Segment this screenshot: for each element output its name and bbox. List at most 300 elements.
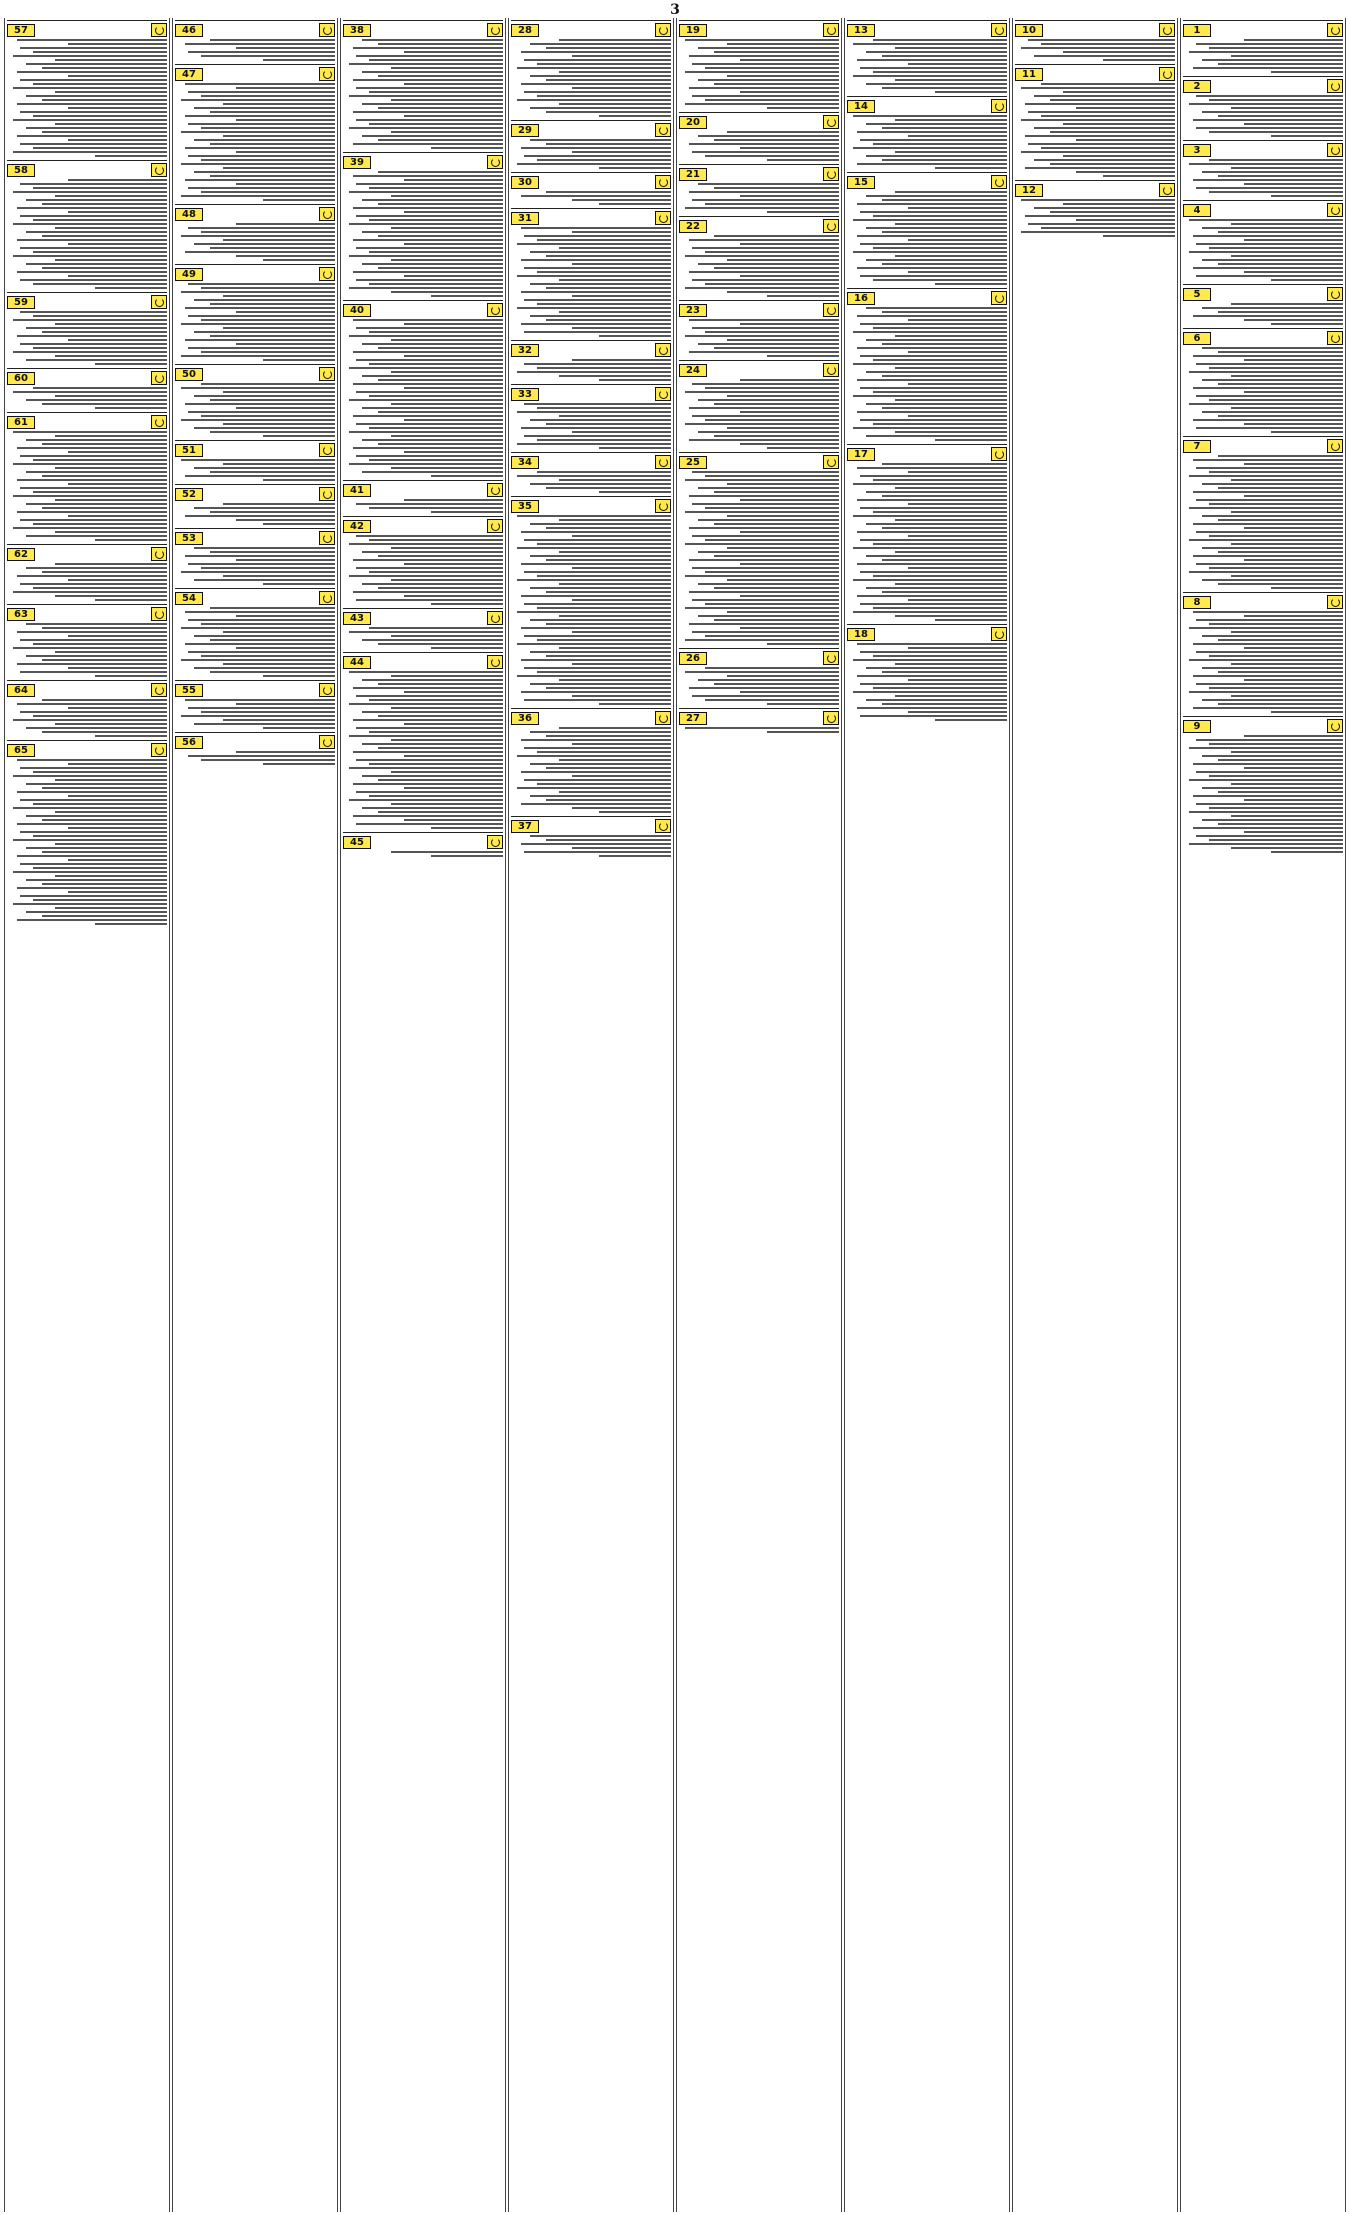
text-line [1050,163,1175,165]
text-line [1189,571,1343,573]
news-item-text [175,223,335,261]
item-number-badge: 40 [343,304,371,317]
text-line [194,507,335,509]
news-item-text [511,403,671,449]
text-line [572,327,671,329]
news-mark-icon [991,99,1007,113]
text-line [356,183,503,185]
text-line [895,119,1007,121]
news-item-text [847,39,1007,93]
text-line [185,115,335,117]
text-line [20,343,167,345]
news-item-text [511,139,671,169]
news-mark-icon [991,627,1007,641]
text-line [356,119,503,121]
text-line [1209,159,1343,161]
text-line [13,495,167,497]
news-item-header [1183,23,1343,37]
text-line [873,327,1007,329]
text-line [853,611,1007,613]
text-line [537,439,671,441]
text-line [20,247,167,249]
text-line [692,535,839,537]
text-line [356,359,503,361]
news-item-text [511,191,671,205]
text-line [530,683,671,685]
text-line [1202,227,1343,229]
text-line [546,655,671,657]
text-line [559,551,671,553]
text-line [1244,735,1343,737]
news-item-text [679,131,839,161]
text-line [20,279,167,281]
text-line [866,83,1007,85]
news-mark-icon [487,519,503,533]
text-line [698,135,839,137]
news-item-header [7,371,167,385]
text-line [223,391,335,393]
news-item-text [7,699,167,737]
text-line [1034,127,1175,129]
text-line [13,591,167,593]
text-line [1193,179,1343,181]
text-line [55,843,167,845]
text-line [1193,119,1343,121]
news-mark-icon [319,267,335,281]
text-line [853,659,1007,661]
news-mark-icon [1159,23,1175,37]
text-line [42,571,167,573]
text-line [185,339,335,341]
text-line [210,335,335,337]
text-line [524,331,671,333]
text-line [692,415,839,417]
text-line [882,311,1007,313]
text-line [378,683,503,685]
news-item-text [175,459,335,481]
item-number-badge: 29 [511,124,539,137]
text-line [68,635,167,637]
text-line [1271,135,1343,137]
news-item [511,20,671,117]
text-line [767,159,839,161]
text-line [404,355,503,357]
text-line [42,235,167,237]
news-item [511,384,671,449]
text-line [236,183,335,185]
text-line [857,531,1007,533]
text-line [689,687,839,689]
text-line [685,639,839,641]
text-line [698,399,839,401]
news-column [676,18,842,2212]
text-line [42,851,167,853]
text-line [882,263,1007,265]
news-item [1183,284,1343,325]
text-line [431,827,503,829]
text-line [55,395,167,397]
text-line [1231,783,1343,785]
text-line [705,475,839,477]
text-line [1025,167,1175,169]
text-line [599,167,671,169]
text-line [559,679,671,681]
text-line [378,715,503,717]
news-item-text [7,179,167,289]
text-line [210,247,335,249]
text-line [1218,311,1343,313]
item-number-badge: 8 [1183,596,1211,609]
text-line [1244,271,1343,273]
news-mark-icon [487,483,503,497]
text-line [42,67,167,69]
news-item [7,160,167,289]
news-item-text [679,183,839,213]
text-line [33,147,167,149]
text-line [263,727,335,729]
text-line [1218,383,1343,385]
text-line [391,195,503,197]
news-mark-icon [823,711,839,725]
news-mark-icon [1159,67,1175,81]
text-line [42,915,167,917]
text-line [689,271,839,273]
item-number-badge: 58 [7,164,35,177]
text-line [714,187,839,189]
text-line [521,323,671,325]
text-line [873,655,1007,657]
text-line [908,711,1007,713]
news-mark-icon [1159,183,1175,197]
text-line [194,395,335,397]
news-item [175,484,335,525]
text-line [181,131,335,133]
text-line [1196,651,1343,653]
text-line [236,87,335,89]
text-line [1202,483,1343,485]
text-line [369,219,503,221]
text-line [55,811,167,813]
text-line [860,419,1007,421]
text-line [521,691,671,693]
text-line [857,411,1007,413]
text-line [521,563,671,565]
text-line [1218,671,1343,673]
text-line [236,311,335,313]
news-item-text [511,359,671,381]
text-line [404,787,503,789]
text-line [1189,403,1343,405]
text-line [26,359,167,361]
news-mark-icon [655,711,671,725]
text-line [895,335,1007,337]
text-line [1103,235,1175,237]
text-line [559,519,671,521]
text-line [727,483,839,485]
text-line [1034,95,1175,97]
text-line [873,215,1007,217]
text-line [530,75,671,77]
text-line [353,591,503,593]
item-number-badge: 19 [679,24,707,37]
text-line [353,47,503,49]
text-line [857,467,1007,469]
text-line [1196,127,1343,129]
text-line [95,599,167,601]
text-line [26,727,167,729]
item-number-badge: 15 [847,176,875,189]
news-item-text [679,39,839,109]
text-line [895,255,1007,257]
news-mark-icon [655,211,671,225]
news-item [847,96,1007,169]
text-line [740,323,839,325]
text-line [895,399,1007,401]
text-line [185,83,335,85]
text-line [908,135,1007,137]
text-line [767,295,839,297]
text-line [882,703,1007,705]
text-line [1209,503,1343,505]
text-line [236,559,335,561]
news-item-header [511,711,671,725]
text-line [1218,551,1343,553]
text-line [1209,191,1343,193]
text-line [353,719,503,721]
text-line [356,695,503,697]
text-line [391,67,503,69]
text-line [404,115,503,117]
text-line [1244,495,1343,497]
news-item [175,64,335,201]
text-line [866,259,1007,261]
text-line [866,491,1007,493]
text-line [356,215,503,217]
text-line [431,475,503,477]
text-line [55,59,167,61]
text-line [1193,459,1343,461]
text-line [55,355,167,357]
text-line [689,319,839,321]
news-mark-icon [1327,595,1343,609]
item-number-badge: 37 [511,820,539,833]
text-line [356,503,503,505]
text-line [181,235,335,237]
news-item-header [847,447,1007,461]
news-mark-icon [151,371,167,385]
item-number-badge: 42 [343,520,371,533]
text-line [1218,487,1343,489]
text-line [1025,103,1175,105]
text-line [1209,131,1343,133]
text-line [210,399,335,401]
text-line [20,215,167,217]
news-item-text [511,515,671,705]
text-line [1021,199,1175,201]
text-line [20,487,167,489]
news-item-header [679,651,839,665]
text-line [740,147,839,149]
text-line [391,371,503,373]
text-line [1196,835,1343,837]
text-line [349,95,503,97]
item-number-badge: 25 [679,456,707,469]
text-line [727,675,839,677]
text-line [908,383,1007,385]
text-line [860,475,1007,477]
text-line [860,651,1007,653]
text-line [353,783,503,785]
text-line [866,555,1007,557]
text-line [391,227,503,229]
news-item-header [679,303,839,317]
text-line [391,259,503,261]
text-line [1193,611,1343,613]
text-line [1196,683,1343,685]
text-line [1271,323,1343,325]
text-line [1209,743,1343,745]
text-line [1271,587,1343,589]
text-line [853,219,1007,221]
text-line [1209,687,1343,689]
text-line [391,99,503,101]
text-line [378,443,503,445]
text-line [546,255,671,257]
text-line [857,347,1007,349]
text-line [391,579,503,581]
news-mark-icon [487,23,503,37]
item-number-badge: 61 [7,416,35,429]
text-line [1218,583,1343,585]
news-mark-icon [655,343,671,357]
text-line [391,771,503,773]
text-line [1218,639,1343,641]
text-line [537,271,671,273]
text-line [185,43,335,45]
news-mark-icon [991,23,1007,37]
text-line [263,259,335,261]
text-line [1189,371,1343,373]
text-line [546,47,671,49]
text-line [727,259,839,261]
text-line [866,667,1007,669]
text-line [714,555,839,557]
text-line [537,95,671,97]
news-item-text [679,319,839,357]
text-line [369,363,503,365]
text-line [223,103,335,105]
news-mark-icon [823,23,839,37]
text-line [1050,99,1175,101]
text-line [1209,655,1343,657]
text-line [524,851,671,853]
text-line [353,559,503,561]
text-line [546,487,671,489]
text-line [530,107,671,109]
text-line [537,303,671,305]
text-line [20,143,167,145]
news-item [1183,716,1343,853]
text-line [1041,227,1175,229]
news-column [172,18,338,2212]
text-line [740,195,839,197]
text-line [42,443,167,445]
news-item-text [7,623,167,677]
text-line [866,195,1007,197]
item-number-badge: 7 [1183,440,1211,453]
text-line [1189,539,1343,541]
item-number-badge: 52 [175,488,203,501]
news-item [1183,436,1343,589]
text-line [546,423,671,425]
text-line [1209,535,1343,537]
text-line [236,407,335,409]
text-line [517,515,671,517]
text-line [42,131,167,133]
text-line [362,263,503,265]
text-line [188,315,335,317]
text-line [181,163,335,165]
item-number-badge: 51 [175,444,203,457]
text-line [1218,231,1343,233]
news-item-text [7,431,167,541]
text-line [546,319,671,321]
text-line [181,571,335,573]
text-line [1076,219,1175,221]
text-line [1196,363,1343,365]
text-line [599,811,671,813]
text-line [685,103,839,105]
text-line [223,295,335,297]
news-item-header [511,387,671,401]
text-line [727,339,839,341]
news-mark-icon [991,291,1007,305]
text-line [26,399,167,401]
text-line [685,423,839,425]
text-line [17,887,167,889]
text-line [33,347,167,349]
news-item-header [343,655,503,669]
text-line [1196,531,1343,533]
text-line [546,191,671,193]
news-item-header [175,735,335,749]
text-line [431,855,503,857]
text-line [353,111,503,113]
news-mark-icon [319,591,335,605]
item-number-badge: 57 [7,24,35,37]
text-line [1202,667,1343,669]
news-item-text [7,39,167,157]
text-line [17,39,167,41]
text-line [572,87,671,89]
news-item [511,208,671,337]
text-line [1193,707,1343,709]
item-number-badge: 27 [679,712,707,725]
text-line [55,595,167,597]
news-item-text [1183,735,1343,853]
text-line [181,355,335,357]
text-line [1193,67,1343,69]
text-line [17,703,167,705]
text-line [866,435,1007,437]
text-line [1202,59,1343,61]
news-item [175,588,335,677]
news-item [1183,592,1343,713]
news-item-header [679,167,839,181]
text-line [55,779,167,781]
text-line [1231,575,1343,577]
text-line [908,415,1007,417]
